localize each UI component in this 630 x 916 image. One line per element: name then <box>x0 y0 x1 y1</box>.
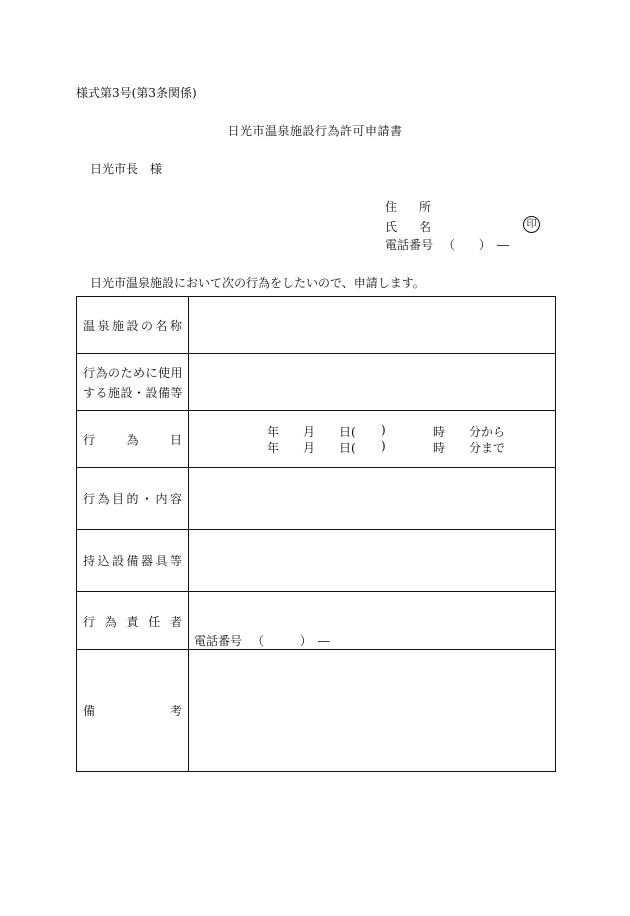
facilities-used-label-line1: 行為のために使用 <box>83 365 184 380</box>
activity-date-label: 行為日 <box>77 411 189 467</box>
table-row-facility-name <box>77 297 555 354</box>
applicant-name-line <box>385 218 431 235</box>
table-row-responsible-person <box>77 592 555 650</box>
responsible-person-field[interactable] <box>189 592 555 649</box>
remarks-field[interactable] <box>189 650 555 771</box>
form-number: 様式第3号(第3条関係) <box>76 86 197 100</box>
purpose-field[interactable] <box>189 468 555 529</box>
seal-icon: 印 <box>523 216 540 233</box>
purpose-label: 行為目的・内容 <box>77 468 189 529</box>
applicant-phone-line <box>385 236 509 253</box>
table-row-activity-date <box>77 411 555 468</box>
table-row-purpose <box>77 468 555 530</box>
applicant-phone-label: 電話番号 <box>385 238 434 252</box>
activity-date-field[interactable]: 年 月 日( ) 時 分から 年 月 日( ) 時 分まで <box>267 423 506 455</box>
table-row-facilities-used <box>77 354 555 411</box>
application-table <box>76 296 556 772</box>
responsible-phone-line <box>194 632 330 649</box>
facilities-used-label-line2: する施設・設備等 <box>83 385 184 400</box>
responsible-phone-template: （ ） ― <box>251 634 330 648</box>
table-row-remarks <box>77 650 555 771</box>
facility-name-field[interactable] <box>189 297 555 353</box>
applicant-phone-template: （ ） ― <box>442 238 509 252</box>
address-label: 住所 <box>385 200 431 214</box>
table-row-equipment <box>77 530 555 592</box>
facility-name-label: 温泉施設の名称 <box>77 297 189 353</box>
applicant-address-line <box>385 198 431 215</box>
equipment-label: 持込設備器具等 <box>77 530 189 591</box>
responsible-phone-label: 電話番号 <box>194 634 243 648</box>
name-label: 氏名 <box>385 220 431 234</box>
remarks-label: 備考 <box>77 650 189 771</box>
document-title: 日光市温泉施設行為許可申請書 <box>227 124 403 138</box>
equipment-field[interactable] <box>189 530 555 591</box>
responsible-person-label: 行為責任者 <box>77 592 189 649</box>
facilities-used-field[interactable] <box>189 354 555 410</box>
facilities-used-label <box>77 354 189 410</box>
intro-text: 日光市温泉施設において次の行為をしたいので、申請します。 <box>90 276 425 290</box>
addressee: 日光市長 様 <box>90 162 163 176</box>
